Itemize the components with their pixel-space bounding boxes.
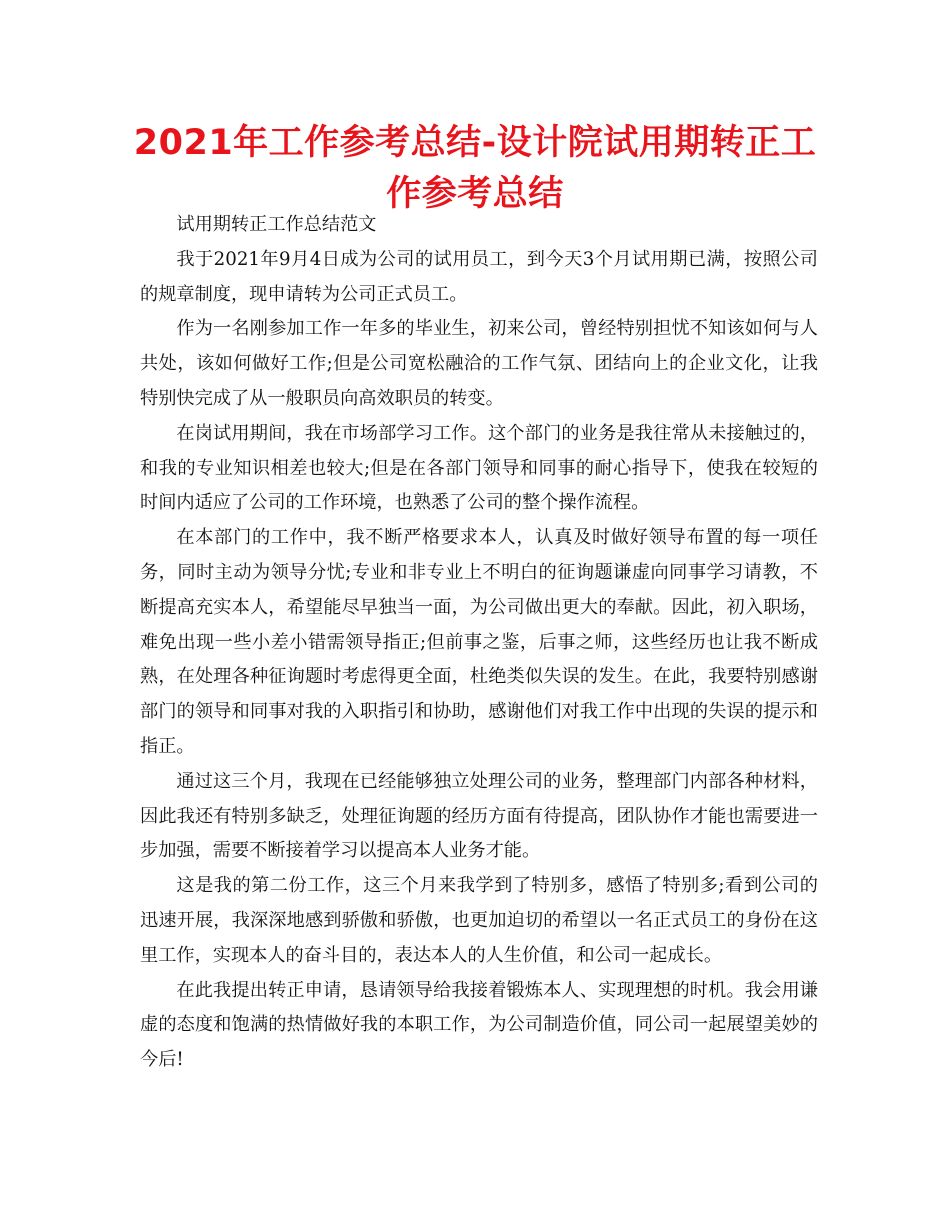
document-title: 2021年工作参考总结-设计院试用期转正工作参考总结 xyxy=(133,123,817,214)
paragraph: 在本部门的工作中，我不断严格要求本人，认真及时做好领导布置的每一项任务，同时主动为领导分忧;专业和非专业上不明白的征询题谦虚向同事学习请教，不断提高充实本人，希望能尽早独当一面，为公司做出更大的奉献。因此，初入职场，难免出现一些小差小错需领导指正;但前事之鉴，后事之师，这些经历也让我不断成熟，在处理各种征询题时考虑得更全面，杜绝类似失误的发生。在此，我要特别感谢部门的领导和同事对我的入职指引和协助，感谢他们对我工作中出现的失误的提示和指正。 xyxy=(140,527,818,757)
paragraph: 作为一名刚参加工作一年多的毕业生，初来公司，曾经特别担忧不知该如何与人共处，该如何做好工作;但是公司宽松融洽的工作气氛、团结向上的企业文化，让我特别快完成了从一般职员向高效职员的转变。 xyxy=(140,318,818,409)
document-body xyxy=(140,208,818,1078)
paragraph: 我于2021年9月4日成为公司的试用员工，到今天3个月试用期已满，按照公司的规章制度，现申请转为公司正式员工。 xyxy=(140,248,818,305)
paragraph: 在岗试用期间，我在市场部学习工作。这个部门的业务是我往常从未接触过的，和我的专业知识相差也较大;但是在各部门领导和同事的耐心指导下，使我在较短的时间内适应了公司的工作环境，也熟悉了公司的整个操作流程。 xyxy=(140,422,818,514)
paragraph: 通过这三个月，我现在已经能够独立处理公司的业务，整理部门内部各种材料，因此我还有特别多缺乏，处理征询题的经历方面有待提高，团队协作才能也需要进一步加强，需要不断接着学习以提高本人业务才能。 xyxy=(140,770,818,862)
document-subtitle: 试用期转正工作总结范文 xyxy=(176,214,377,235)
paragraph: 这是我的第二份工作，这三个月来我学到了特别多，感悟了特别多;看到公司的迅速开展，我深深地感到骄傲和骄傲，也更加迫切的希望以一名正式员工的身份在这里工作，实现本人的奋斗目的，表达本人的人生价值，和公司一起成长。 xyxy=(140,875,818,966)
paragraph: 在此我提出转正申请，恳请领导给我接着锻炼本人、实现理想的时机。我会用谦虚的态度和饱满的热情做好我的本职工作，为公司制造价值，同公司一起展望美妙的今后! xyxy=(140,979,818,1071)
